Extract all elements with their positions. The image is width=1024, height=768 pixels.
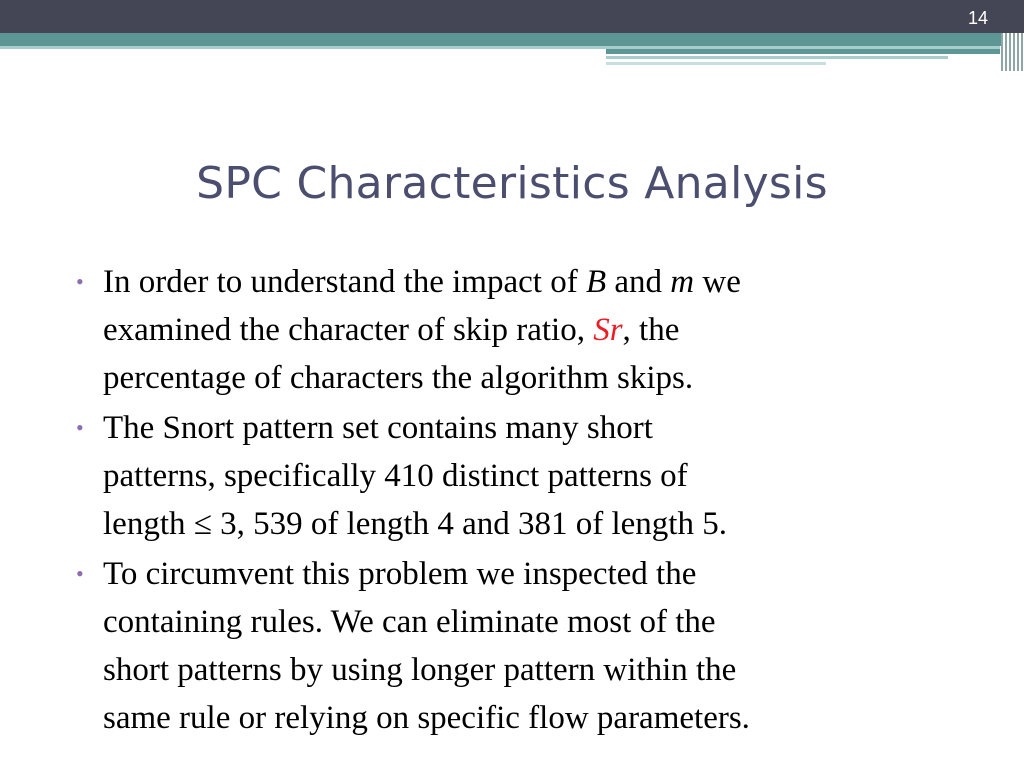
- header-step-light-band: [606, 56, 948, 59]
- bullet-list: [76, 258, 976, 744]
- var-b: B: [585, 264, 607, 300]
- header-step-band: [606, 49, 1000, 54]
- var-m: m: [670, 264, 695, 300]
- bullet-icon: •: [76, 269, 84, 294]
- bullet-item: [76, 258, 976, 402]
- bullet-text: To circumvent this problem we inspected the containing rules. We can eliminate most of the short patterns by using longer pattern within the same rule or relying on specific flow parameters.: [103, 556, 750, 736]
- bullet-text: The Snort pattern set contains many short patterns, specifically 410 distinct patterns of length ≤ 3, 539 of length 4 and 381 of length 5.: [103, 410, 727, 542]
- header-teal-band: [0, 33, 1024, 46]
- bullet-icon: •: [76, 415, 84, 440]
- header-bar: [0, 0, 1024, 33]
- bullet-icon: •: [76, 561, 84, 586]
- header-right-stripes: [1001, 33, 1024, 71]
- slide-title: SPC Characteristics Analysis: [196, 158, 828, 209]
- bullet-item: [76, 550, 976, 742]
- header-step-light-band-2: [606, 62, 826, 65]
- var-sr: Sr: [593, 312, 623, 348]
- slide-number: 14: [967, 8, 988, 28]
- bullet-text: In order to understand the impact of B and m we examined the character of skip ratio, Sr, the percentage of characters the algorithm skips.: [103, 264, 741, 396]
- bullet-item: [76, 404, 976, 548]
